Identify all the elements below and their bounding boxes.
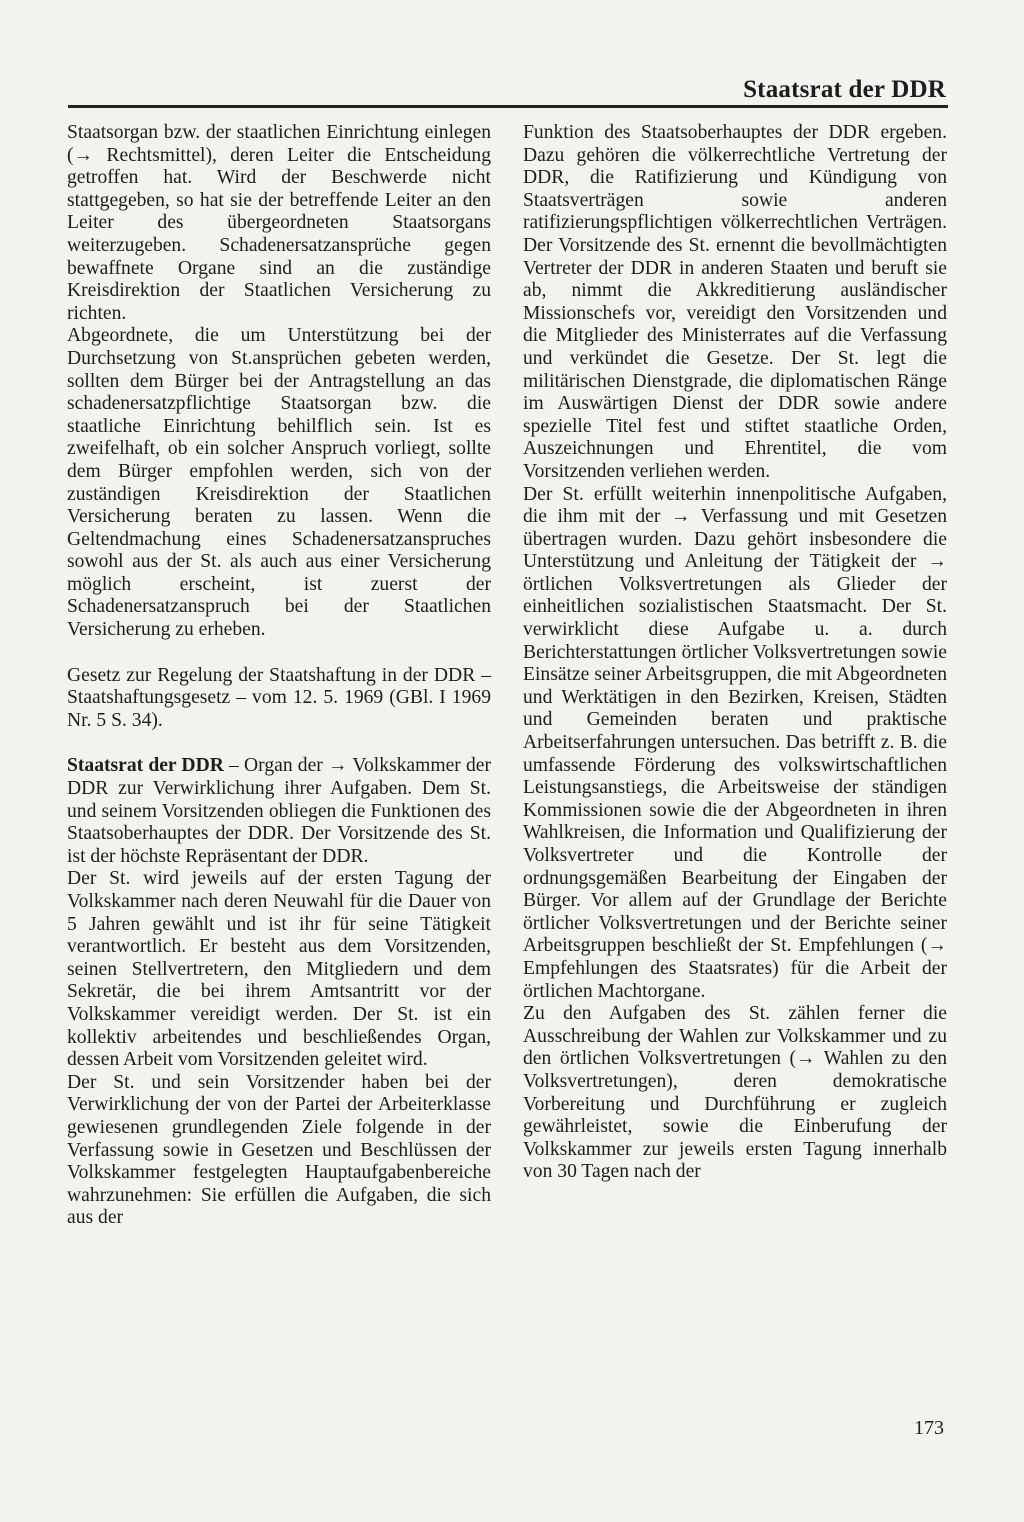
paragraph: Staatsorgan bzw. der staatlichen Einrichtung einlegen (→ Rechtsmittel), deren Leiter die Entscheidung getroffen hat. Wird der Beschwerde nicht stattgegeben, so hat sie der betreffende Leiter an den Leiter des übergeordneten Staatsorgans weiterzugeben. Schadenersatzansprüche gegen bewaffnete Organe sind an die zuständige Kreisdirektion der Staatlichen Versicherung zu richten. [67, 122, 491, 324]
paragraph: Der St. erfüllt weiterhin innenpolitische Aufgaben, die ihm mit der → Verfassung und mit Gesetzen übertragen wurden. Dazu gehört insbesondere die Unterstützung und Anleitung der Tätigkeit der → örtlichen Volksvertretungen als Glieder der einheitlichen sozialistischen Staatsmacht. Der St. verwirklicht diese Aufgabe u. a. durch Berichterstattungen örtlicher Volksvertretungen sowie Einsätze seiner Arbeitsgruppen, die mit Abgeordneten und Werktätigen in den Bezirken, Kreisen, Städten und Gemeinden beraten und praktische Arbeitserfahrungen untersuchen. Das betrifft z. B. die umfassende Förderung des volkswirtschaftlichen Leistungsanstiegs, die Arbeitsweise der ständigen Kommissionen sowie die der Abgeordneten in ihren Wahlkreisen, die Information und Qualifizierung der Volksvertreter und die Kontrolle der ordnungsgemäßen Bearbeitung der Eingaben der Bürger. Vor allem auf der Grundlage der Berichte örtlicher Volksvertretungen und der Berichte seiner Arbeitsgruppen beschließt der St. Empfehlungen (→ Empfehlungen des Staatsrates) für die Arbeit der örtlichen Machtorgane. [523, 483, 947, 1002]
paragraph: Funktion des Staatsoberhauptes der DDR ergeben. Dazu gehören die völkerrechtliche Vertretung der DDR, die Ratifizierung und Kündigung von Staatsverträgen sowie anderen ratifizierungspflichtigen völkerrechtlichen Verträgen. Der Vorsitzende des St. ernennt die bevollmächtigten Vertreter der DDR in anderen Staaten und beruft sie ab, nimmt die Akkreditierung ausländischer Missionschefs vor, vereidigt den Vorsitzenden und die Mitglieder des Ministerrates auf die Verfassung und verkündet die Gesetze. Der St. legt die militärischen Dienstgrade, die diplomatischen Ränge im Auswärtigen Dienst der DDR sowie andere spezielle Titel fest und stiftet staatliche Orden, Auszeichnungen und Ehrentitel, die vom Vorsitzenden verliehen werden. [523, 122, 947, 482]
header-rule [68, 105, 948, 108]
entry-paragraph [67, 755, 491, 868]
page-number: 173 [914, 1417, 944, 1439]
paragraph: Abgeordnete, die um Unterstützung bei der Durchsetzung von St.ansprüchen gebeten werden, sollten dem Bürger bei der Antragstellung an das schadenersatzpflichtige Staatsorgan bzw. die staatliche Einrichtung behilflich sein. Ist es zweifelhaft, ob ein solcher Anspruch vorliegt, sollte dem Bürger empfohlen werden, sich von der zuständigen Kreisdirektion der Staatlichen Versicherung beraten zu lassen. Wenn die Geltendmachung eines Schadenersatzanspruches sowohl aus der St. als auch aus einer Versicherung möglich erscheint, ist zuerst der Schadenersatzanspruch bei der Staatlichen Versicherung zu erheben. [67, 325, 491, 641]
entry-headword: Staatsrat der DDR [67, 755, 224, 777]
entry-definition: – Organ der → Volkskammer der DDR zur Verwirklichung ihrer Aufgaben. Dem St. und seinem Vorsitzenden obliegen die Funktionen des Staatsoberhauptes der DDR. Der Vorsitzende des St. ist der höchste Repräsentant der DDR. [67, 755, 491, 867]
paragraph: Der St. wird jeweils auf der ersten Tagung der Volkskammer nach deren Neuwahl für die Dauer von 5 Jahren gewählt und ist ihr für seine Tätigkeit verantwortlich. Er besteht aus dem Vorsitzenden, seinen Stellvertretern, den Mitgliedern und dem Sekretär, die bei ihrem Amtsantritt vor der Volkskammer vereidigt werden. Der St. ist ein kollektiv arbeitendes und beschließendes Organ, dessen Arbeit vom Vorsitzenden geleitet wird. [67, 868, 491, 1071]
law-reference: Gesetz zur Regelung der Staatshaftung in der DDR – Staatshaftungsgesetz – vom 12. 5. 1969 (GBl. I 1969 Nr. 5 S. 34). [67, 664, 491, 731]
paragraph: Der St. und sein Vorsitzender haben bei der Verwirklichung der von der Partei der Arbeiterklasse gewiesenen grundlegenden Ziele folgende in der Verfassung sowie in Gesetzen und Beschlüssen der Volkskammer festgelegten Hauptaufgabenbereiche wahrzunehmen: Sie erfüllen die Aufgaben, die sich aus der [67, 1071, 491, 1229]
right-column [523, 122, 947, 1184]
left-column [67, 122, 491, 1230]
running-header: Staatsrat der DDR [743, 76, 946, 103]
paragraph: Zu den Aufgaben des St. zählen ferner die Ausschreibung der Wahlen zur Volkskammer und zu den örtlichen Volksvertretungen (→ Wahlen zu den Volksvertretungen), deren demokratische Vorbereitung und Durchführung er zugleich gewährleistet, sowie die Einberufung der Volkskammer zur jeweils ersten Tagung innerhalb von 30 Tagen nach der [523, 1003, 947, 1183]
